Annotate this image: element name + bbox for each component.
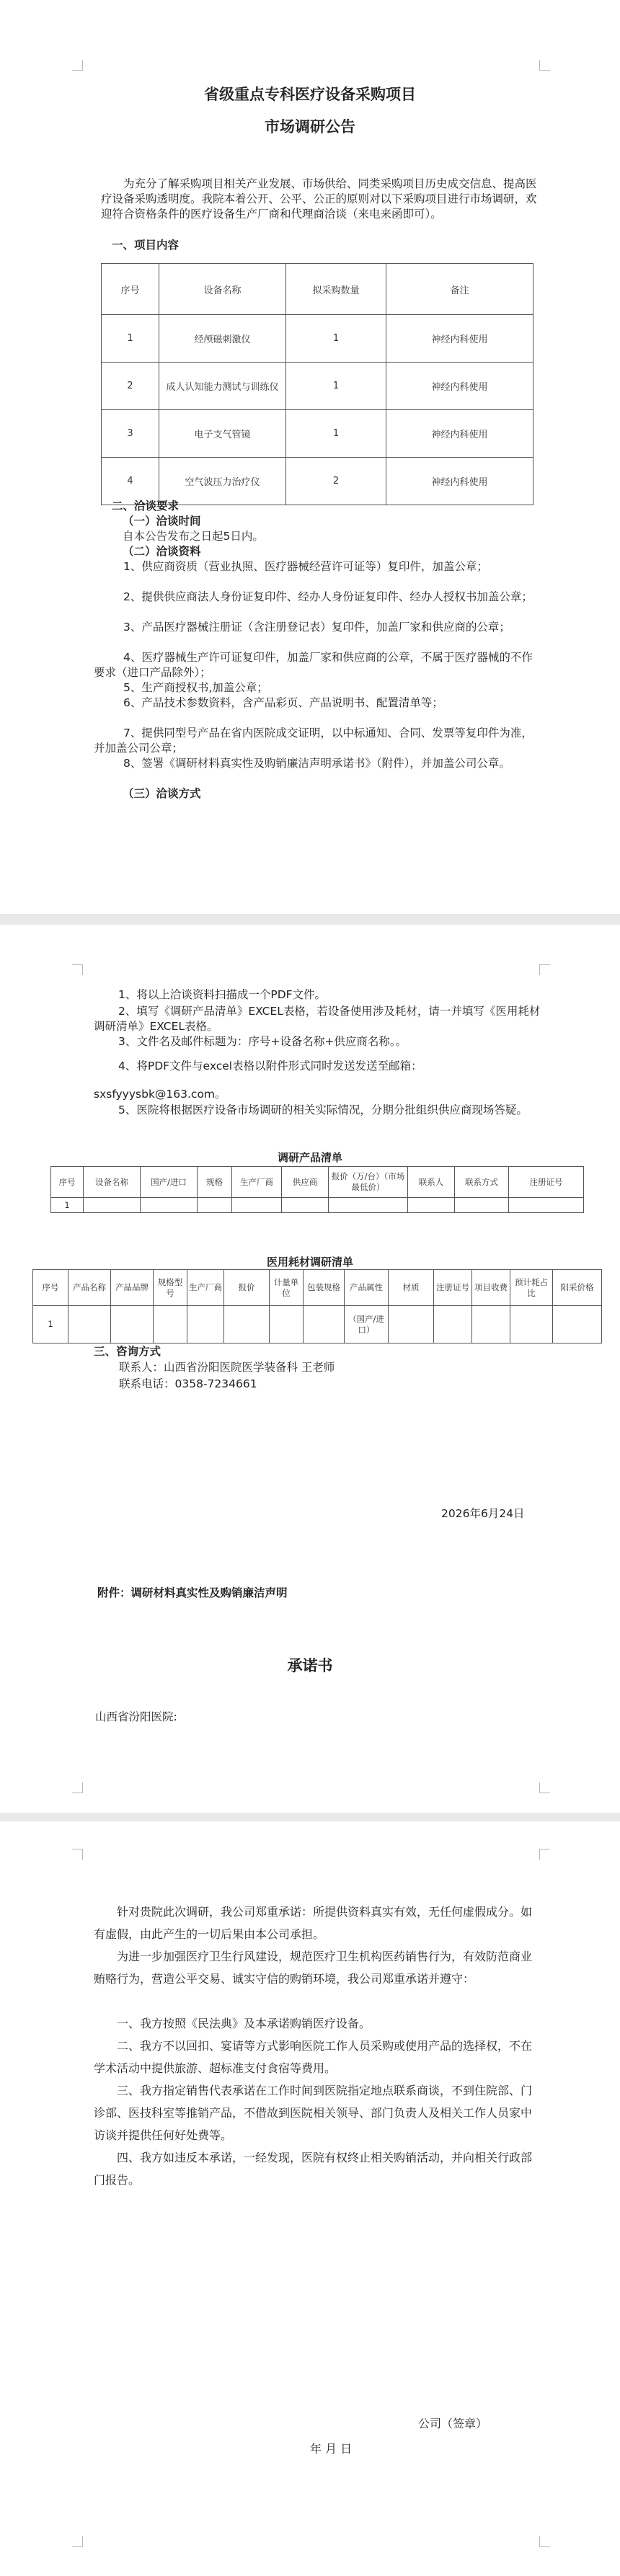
table-header-cell: 包装规格 [304,1270,345,1306]
material-item: 3、产品医疗器械注册证（含注册登记表）复印件，加盖厂家和供应商的公章； [123,621,510,634]
table-cell [232,1198,282,1213]
crop-mark [72,1849,83,1860]
table-cell: 成人认知能力测试与训练仪 [159,363,286,410]
table-cell: 神经内科使用 [386,458,533,505]
table-cell [282,1198,329,1213]
intro-paragraph: 为充分了解采购项目相关产业发展、市场供给、同类采购项目历史成交信息、提高医疗设备采购透明度。我院本着公开、公平、公正的原则对以下采购项目进行市场调研，欢迎符合资格条件的医疗设备生产厂商和代理商洽谈（来电来函即可）。 [101,177,537,221]
table-header-cell: 拟采购数量 [286,264,386,315]
table-cell: 空气波压力治疗仪 [159,458,286,505]
table-header-cell: 阳采价格 [553,1270,602,1306]
table-header-cell: 联系方式 [455,1167,509,1198]
table-header-cell: 注册证号 [434,1270,472,1306]
page-3 [0,1821,620,2576]
crop-mark [72,964,83,975]
method-item: 1、将以上洽谈资料扫描成一个PDF文件。 [118,988,327,1001]
table-cell [141,1198,198,1213]
material-item: 4、医疗器械生产许可证复印件，加盖厂家和供应商的公章，不属于医疗器械的不作要求（进口产品除外）； [94,651,533,679]
table-cell [111,1306,154,1343]
crop-mark [539,1782,550,1793]
table-cell: 神经内科使用 [386,363,533,410]
table-header-cell: 项目收费 [472,1270,510,1306]
table-header-cell: 设备名称 [84,1167,141,1198]
table-header-cell: 产品属性 [345,1270,389,1306]
page-1 [0,0,620,914]
table-cell: 3 [102,410,159,458]
table-cell [389,1306,434,1343]
table-header-cell: 序号 [33,1270,68,1306]
pledge-paragraph: 四、我方如违反本承诺，一经发现，医院有权终止相关购销活动，并向相关行政部门报告。 [94,2151,533,2187]
table-header-row [33,1270,602,1306]
table-header-cell: 国产/进口 [141,1167,198,1198]
product-table [50,1166,584,1213]
table-header-cell: 生产厂商 [187,1270,224,1306]
table-cell [408,1198,455,1213]
table-cell [224,1306,270,1343]
table-cell [154,1306,187,1343]
table-header-cell: 报价（万/台）（市场最低价） [329,1167,408,1198]
material-item: 6、产品技术参数资料，含产品彩页、产品说明书、配置清单等； [123,696,443,709]
table-cell [455,1198,509,1213]
crop-mark [72,60,83,71]
table-row [102,410,533,458]
table-cell: 1 [286,315,386,363]
table-cell [68,1306,111,1343]
contact-phone: 联系电话：0358-7234661 [119,1377,257,1390]
table-header-cell: 产品名称 [68,1270,111,1306]
table-header-cell: 联系人 [408,1167,455,1198]
material-item: 1、供应商资质（营业执照、医疗器械经营许可证等）复印件，加盖公章； [123,560,488,573]
table-row [102,315,533,363]
table-cell [509,1198,584,1213]
table-cell: 1 [286,363,386,410]
notice-date: 2026年6月24日 [441,1507,525,1520]
sub-heading: （三）洽谈方式 [123,787,201,800]
table-header-row [102,264,533,315]
table-header-cell: 报价 [224,1270,270,1306]
company-seal-label: 公司（签章） [418,2417,488,2430]
table-row [51,1198,584,1213]
product-table-caption: 调研产品清单 [277,1151,342,1164]
table-header-row [51,1167,584,1198]
crop-mark [72,2536,83,2547]
attachment-heading: 附件：调研材料真实性及购销廉洁声明 [97,1586,288,1599]
material-item: 5、生产商授权书,加盖公章； [123,681,268,694]
pledge-addressee: 山西省汾阳医院: [95,1710,177,1723]
method-item: 4、将PDF文件与excel表格以附件形式同时发送发送至邮箱： [118,1060,422,1072]
items-table [101,263,533,505]
table-cell: 电子支气管镜 [159,410,286,458]
table-cell [329,1198,408,1213]
material-item: 7、提供同型号产品在省内医院成交证明，以中标通知、合同、发票等复印件为准，并加盖公司公章； [94,727,533,755]
table-header-cell: 序号 [102,264,159,315]
pledge-title: 承诺书 [287,1657,333,1674]
table-header-cell: 预计耗占比 [510,1270,553,1306]
sub-heading: （二）洽谈资料 [123,545,201,558]
table-header-cell: 序号 [51,1167,84,1198]
table-cell [472,1306,510,1343]
crop-mark [539,964,550,975]
table-row [102,363,533,410]
email-address: sxsfyyysbk@163.com。 [94,1088,226,1101]
method-item: 5、医院将根据医疗设备市场调研的相关实际情况，分期分批组织供应商现场答疑。 [118,1103,528,1116]
table-cell: 2 [102,363,159,410]
table-header-cell: 材质 [389,1270,434,1306]
pledge-paragraph: 针对贵院此次调研，我公司郑重承诺：所提供资料真实有效，无任何虚假成分。如有虚假，由此产生的一切后果由本公司承担。 [94,1905,533,1941]
doc-title-line2: 市场调研公告 [265,118,355,136]
time-text: 自本公告发布之日起5日内。 [123,530,264,543]
table-cell [304,1306,345,1343]
pledge-paragraph: 三、我方指定销售代表承诺在工作时间到医院指定地点联系商谈，不到住院部、门诊部、医技科室等推销产品，不借故到医院相关领导、部门负责人及相关工作人员家中访谈并提供任何好处费等。 [94,2084,533,2142]
table-header-cell: 注册证号 [509,1167,584,1198]
section-heading: 三、咨询方式 [94,1345,161,1358]
crop-mark [539,1849,550,1860]
table-cell [434,1306,472,1343]
table-cell: 1 [102,315,159,363]
table-cell [270,1306,304,1343]
doc-title-line1: 省级重点专科医疗设备采购项目 [204,86,416,103]
table-cell [553,1306,602,1343]
table-cell: （国产/进口） [345,1306,389,1343]
consumables-table-caption: 医用耗材调研清单 [266,1256,353,1269]
table-cell [510,1306,553,1343]
sign-date: 年 月 日 [310,2442,353,2456]
table-cell: 1 [51,1198,84,1213]
table-header-cell: 规格 [198,1167,232,1198]
table-cell [198,1198,232,1213]
table-cell [84,1198,141,1213]
section-heading: 一、项目内容 [112,239,180,252]
pledge-paragraph: 为进一步加强医疗卫生行风建设，规范医疗卫生机构医药销售行为，有效防范商业贿赂行为，营造公平交易、诚实守信的购销环境，我公司郑重承诺并遵守： [94,1950,533,1986]
material-item: 2、提供供应商法人身份证复印件、经办人身份证复印件、经办人授权书加盖公章； [123,590,533,603]
table-cell: 4 [102,458,159,505]
table-header-cell: 生产厂商 [232,1167,282,1198]
consumables-table [32,1269,602,1343]
sub-heading: （一）洽谈时间 [123,515,201,528]
pledge-paragraph: 二、我方不以回扣、宴请等方式影响医院工作人员采购或使用产品的选择权，不在学术活动中提供旅游、超标准支付食宿等费用。 [94,2039,533,2075]
material-item: 8、签署《调研材料真实性及购销廉洁声明承诺书》（附件），并加盖公司公章。 [123,757,510,770]
table-header-cell: 规格型号 [154,1270,187,1306]
table-header-cell: 产品品牌 [111,1270,154,1306]
table-cell: 神经内科使用 [386,315,533,363]
table-cell [187,1306,224,1343]
contact-person: 联系人：山西省汾阳医院医学装备科 王老师 [119,1361,335,1374]
table-header-cell: 计量单位 [270,1270,304,1306]
table-header-cell: 备注 [386,264,533,315]
table-cell: 1 [286,410,386,458]
crop-mark [72,1782,83,1793]
method-item: 2、填写《调研产品清单》EXCEL表格，若设备使用涉及耗材，请一并填写《医用耗材调研清单》EXCEL表格。 [94,1005,541,1033]
table-cell: 神经内科使用 [386,410,533,458]
page-2 [0,925,620,1813]
table-header-cell: 设备名称 [159,264,286,315]
section-heading: 二、洽谈要求 [112,499,180,512]
crop-mark [539,60,550,71]
table-row [33,1306,602,1343]
crop-mark [539,2536,550,2547]
table-cell: 经颅磁刺激仪 [159,315,286,363]
pledge-paragraph: 一、我方按照《民法典》及本承诺购销医疗设备。 [117,2017,371,2030]
table-row [102,458,533,505]
table-cell: 1 [33,1306,68,1343]
method-item: 3、文件名及邮件标题为：序号+设备名称+供应商名称。。 [118,1035,407,1048]
table-header-cell: 供应商 [282,1167,329,1198]
table-cell: 2 [286,458,386,505]
